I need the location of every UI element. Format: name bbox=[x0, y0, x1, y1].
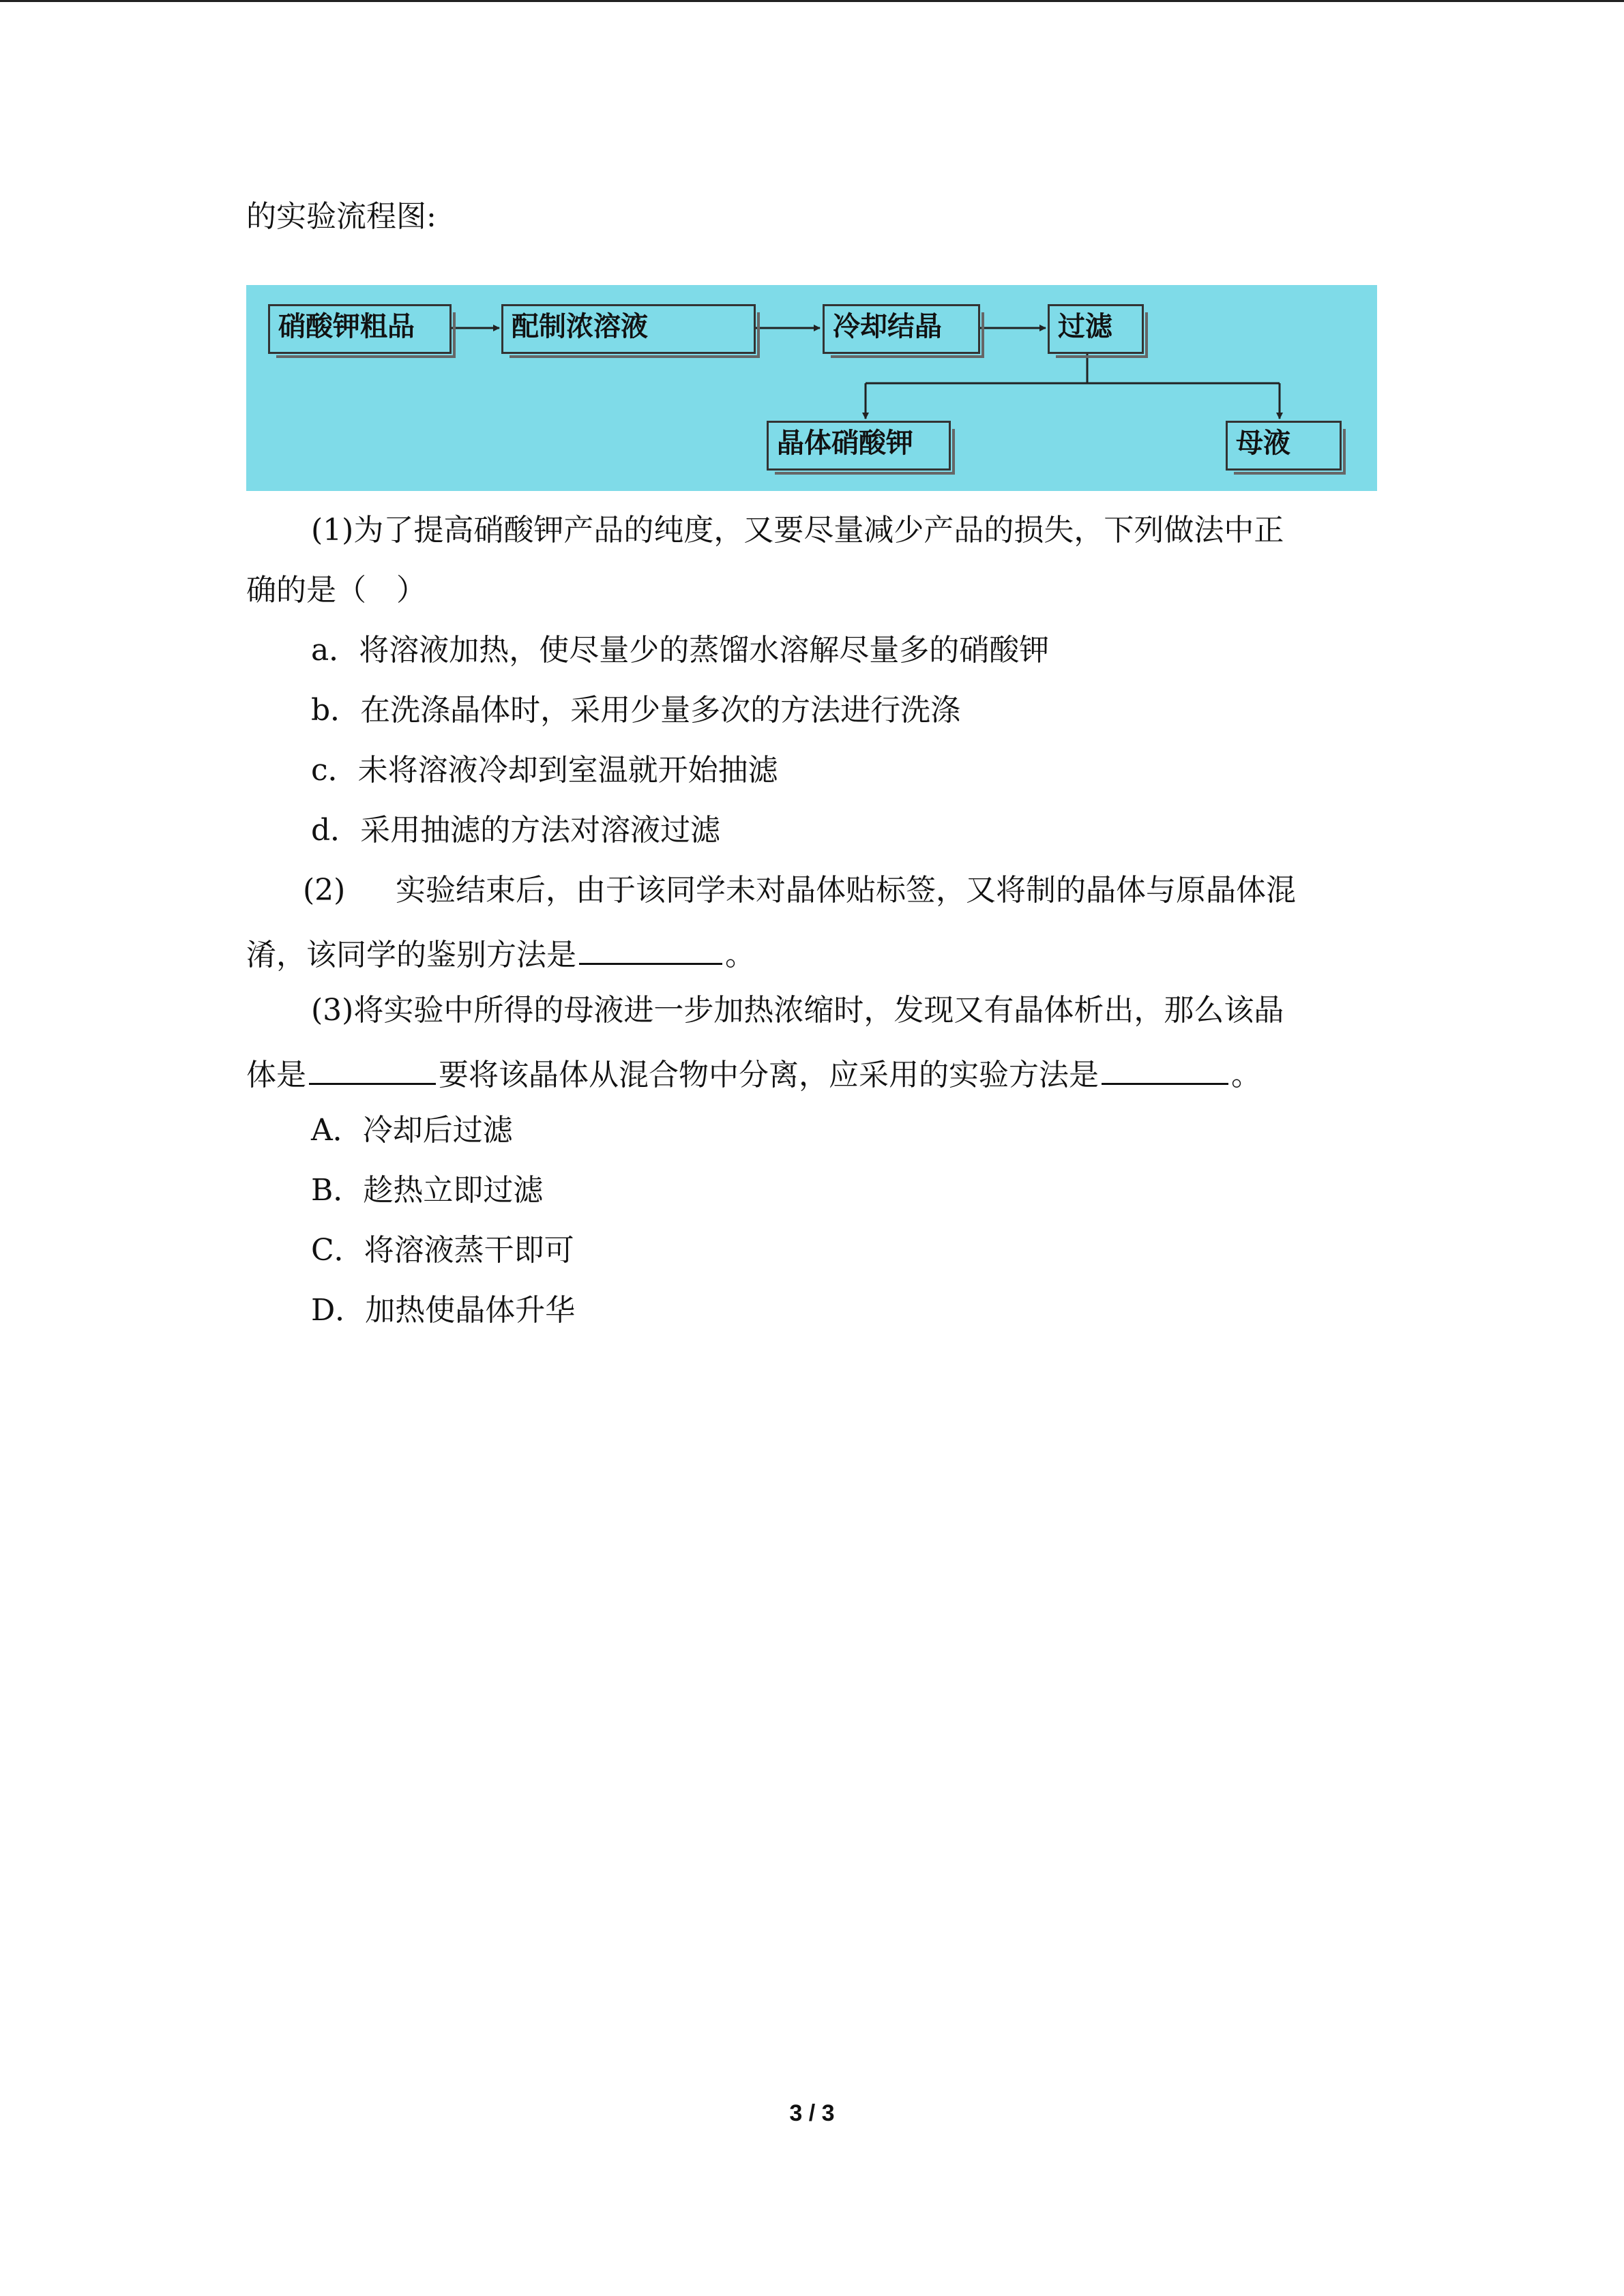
q3-answer-blank-2[interactable] bbox=[1102, 1052, 1228, 1085]
flow-node-crystal: 晶体硝酸钾 bbox=[767, 421, 951, 471]
q1-stem-line2: 确的是（ ） bbox=[246, 573, 426, 608]
q3-stem-line2 bbox=[246, 1052, 1261, 1094]
flowchart bbox=[246, 285, 1377, 491]
q3-option-d: D．加热使晶体升华 bbox=[311, 1293, 576, 1328]
q2-stem-line1: 实验结束后，由于该同学未对晶体贴标签，又将制的晶体与原晶体混 bbox=[396, 873, 1296, 908]
q2-line2-end: 。 bbox=[725, 938, 755, 972]
q3-option-b: B．趁热立即过滤 bbox=[311, 1173, 544, 1208]
q2-stem-line2 bbox=[246, 931, 755, 974]
q1-option-a: a．将溶液加热，使尽量少的蒸馏水溶解尽量多的硝酸钾 bbox=[311, 633, 1050, 668]
flow-node-mother-liquor: 母液 bbox=[1226, 421, 1342, 471]
intro-text: 的实验流程图: bbox=[246, 199, 437, 234]
flow-node-filter: 过滤 bbox=[1048, 304, 1144, 354]
q3-line2-text-a: 体是 bbox=[246, 1058, 306, 1092]
q2-number: (2) bbox=[303, 873, 346, 908]
q1-option-d: d．采用抽滤的方法对溶液过滤 bbox=[311, 813, 721, 848]
q3-answer-blank-1[interactable] bbox=[309, 1052, 436, 1085]
q1-stem-line1: (1)为了提高硝酸钾产品的纯度，又要尽量减少产品的损失，下列做法中正 bbox=[311, 513, 1284, 548]
q2-answer-blank[interactable] bbox=[579, 931, 722, 965]
q3-option-c: C．将溶液蒸干即可 bbox=[311, 1233, 574, 1268]
page-number: 3 / 3 bbox=[789, 2100, 835, 2126]
q1-option-b: b．在洗涤晶体时，采用少量多次的方法进行洗涤 bbox=[311, 693, 961, 728]
q1-option-c: c．未将溶液冷却到室温就开始抽滤 bbox=[311, 753, 778, 788]
q3-option-a: A．冷却后过滤 bbox=[311, 1113, 513, 1148]
flow-node-cool: 冷却结晶 bbox=[823, 304, 980, 354]
flow-node-prepare: 配制浓溶液 bbox=[501, 304, 756, 354]
q3-line2-end: 。 bbox=[1231, 1058, 1261, 1092]
top-border bbox=[0, 0, 1624, 2]
q3-line2-text-b: 要将该晶体从混合物中分离，应采用的实验方法是 bbox=[439, 1058, 1099, 1092]
flow-node-crude: 硝酸钾粗品 bbox=[268, 304, 452, 354]
q3-stem-line1: (3)将实验中所得的母液进一步加热浓缩时，发现又有晶体析出，那么该晶 bbox=[311, 993, 1284, 1028]
q2-line2-text: 淆，该同学的鉴别方法是 bbox=[246, 938, 576, 972]
